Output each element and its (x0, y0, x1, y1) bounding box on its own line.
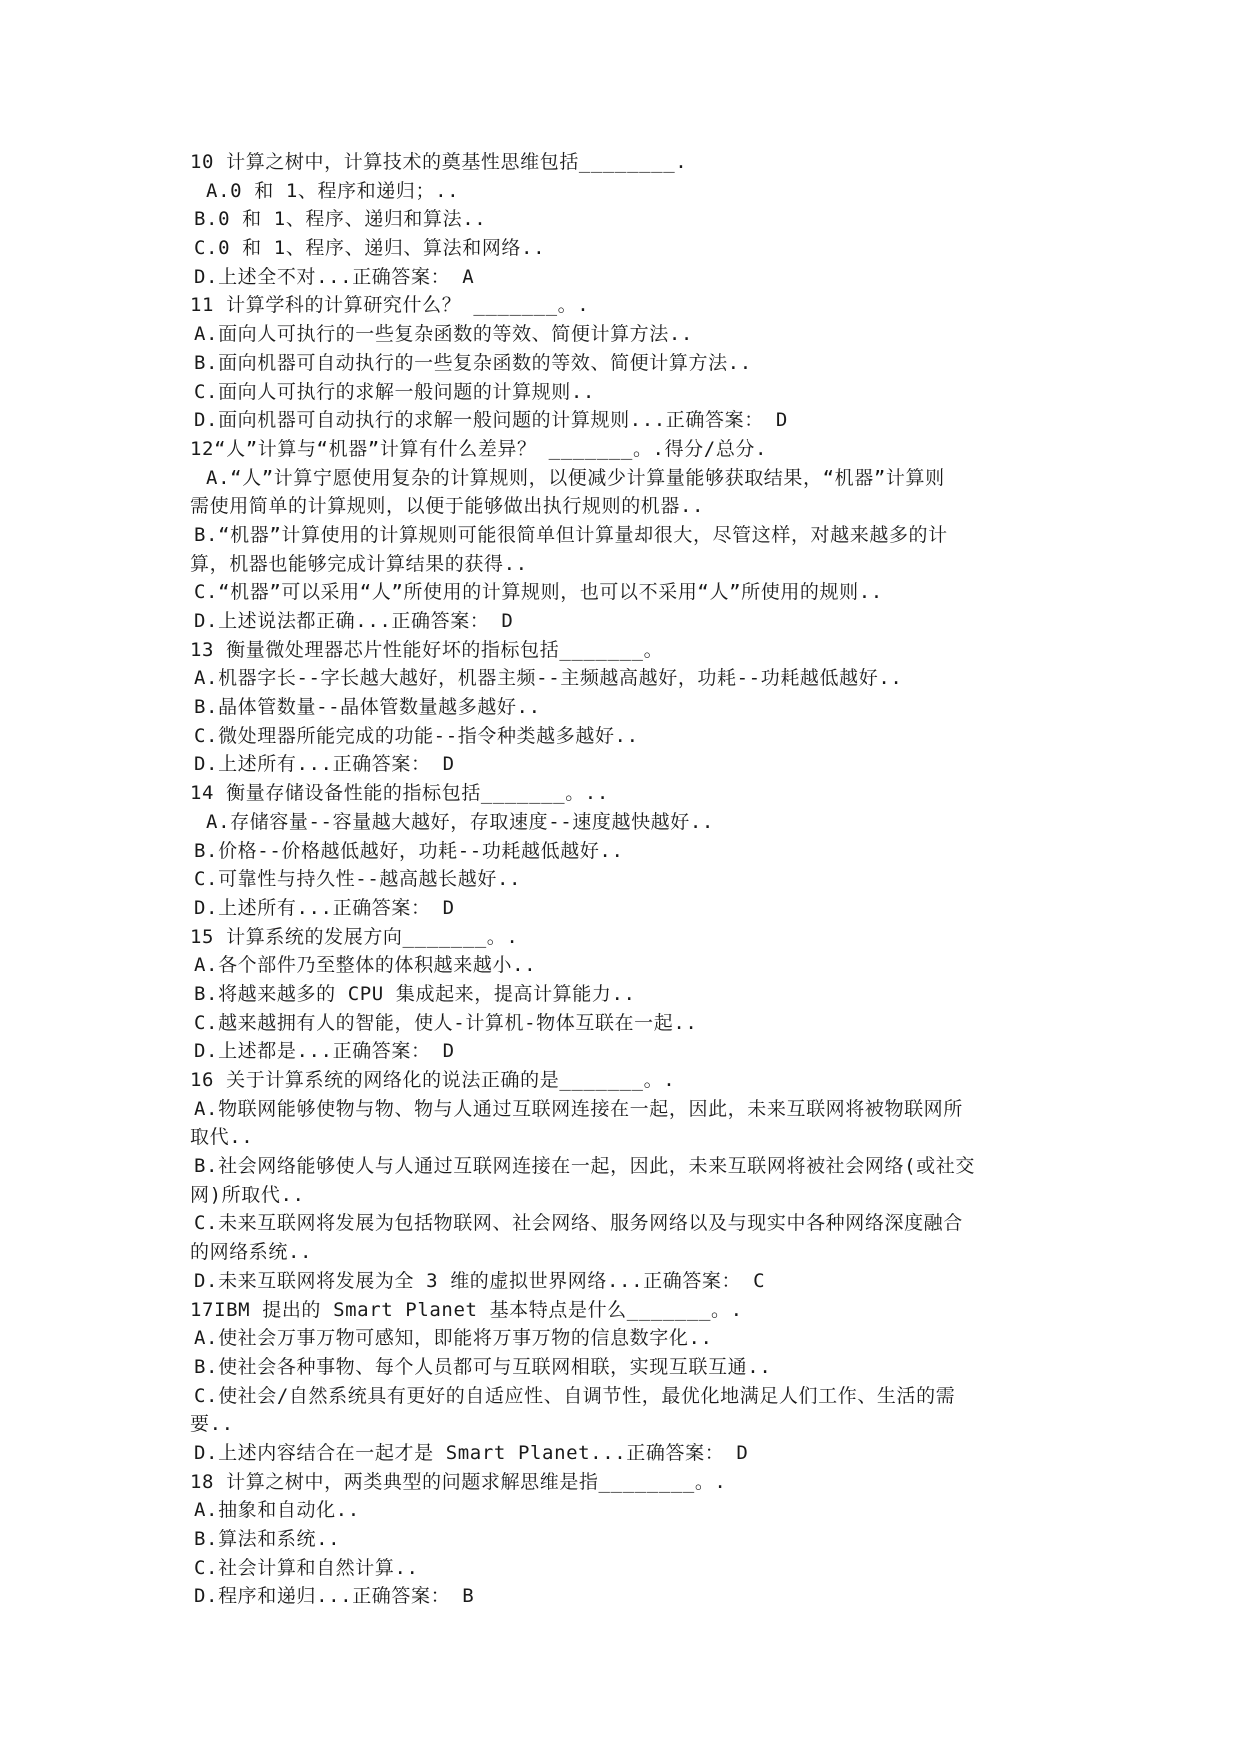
option-line: A.存储容量--容量越大越好，存取速度--速度越快越好.. (194, 810, 714, 833)
option-line: D.上述内容结合在一起才是 Smart Planet...正确答案： D (194, 1441, 749, 1464)
continuation-line: 的网络系统.. (190, 1241, 313, 1264)
option-line: C.使社会/自然系统具有更好的自适应性、自调节性，最优化地满足人们工作、生活的需 (194, 1384, 956, 1407)
option-line: B.使社会各种事物、每个人员都可与互联网相联，实现互联互通.. (194, 1355, 772, 1378)
option-line: C.“机器”可以采用“人”所使用的计算规则，也可以不采用“人”所使用的规则.. (194, 581, 883, 604)
document-body (190, 148, 1056, 1611)
option-line: B.0 和 1、程序、递归和算法.. (194, 208, 487, 231)
question-line: 16 关于计算系统的网络化的说法正确的是_______。. (190, 1069, 676, 1091)
question-line: 14 衡量存储设备性能的指标包括_______。.. (190, 782, 609, 805)
continuation-line: 要.. (190, 1413, 234, 1436)
question-line: 12“人”计算与“机器”计算有什么差异？ _______。.得分/总分. (190, 437, 768, 460)
option-line: C.面向人可执行的求解一般问题的计算规则.. (194, 380, 595, 403)
option-line: B.将越来越多的 CPU 集成起来，提高计算能力.. (194, 982, 636, 1005)
continuation-line: 取代.. (190, 1126, 254, 1149)
continuation-line: 需使用简单的计算规则，以便于能够做出执行规则的机器.. (190, 495, 705, 518)
option-line: B.价格--价格越低越好，功耗--功耗越低越好.. (194, 839, 624, 862)
question-line: 10 计算之树中，计算技术的奠基性思维包括________. (190, 151, 688, 173)
continuation-line: 网)所取代.. (190, 1183, 305, 1206)
question-line: 11 计算学科的计算研究什么？ _______。. (190, 294, 590, 317)
option-line: A.“人”计算宁愿使用复杂的计算规则，以便减少计算量能够获取结果，“机器”计算则 (194, 466, 945, 489)
option-line: A.各个部件乃至整体的体积越来越小.. (194, 954, 537, 977)
continuation-line: 算，机器也能够完成计算结果的获得.. (190, 552, 528, 575)
question-line: 18 计算之树中，两类典型的问题求解思维是指________。. (190, 1470, 727, 1493)
option-line: C.微处理器所能完成的功能--指令种类越多越好.. (194, 724, 639, 747)
option-line: A.机器字长--字长越大越好，机器主频--主频越高越好，功耗--功耗越低越好.. (194, 667, 903, 690)
option-line: C.越来越拥有人的智能，使人-计算机-物体互联在一起.. (194, 1011, 698, 1034)
option-line: B.晶体管数量--晶体管数量越多越好.. (194, 696, 541, 719)
option-line: D.上述所有...正确答案： D (194, 896, 455, 919)
question-line: 17IBM 提出的 Smart Planet 基本特点是什么_______。. (190, 1298, 743, 1321)
option-line: B.社会网络能够使人与人通过互联网连接在一起，因此，未来互联网将被社会网络(或社交 (194, 1155, 975, 1178)
option-line: C.未来互联网将发展为包括物联网、社会网络、服务网络以及与现实中各种网络深度融合 (194, 1212, 963, 1235)
option-line: B.算法和系统.. (194, 1528, 341, 1550)
option-line: A.物联网能够使物与物、物与人通过互联网连接在一起，因此，未来互联网将被物联网所 (194, 1097, 963, 1120)
option-line: D.上述所有...正确答案： D (194, 753, 455, 776)
option-line: D.未来互联网将发展为全 3 维的虚拟世界网络...正确答案： C (194, 1269, 766, 1292)
option-line: B.面向机器可自动执行的一些复杂函数的等效、简便计算方法.. (194, 351, 752, 374)
option-line: C.可靠性与持久性--越高越长越好.. (194, 868, 522, 891)
option-line: C.社会计算和自然计算.. (194, 1556, 419, 1579)
option-line: A.0 和 1、程序和递归；.. (194, 179, 460, 202)
option-line: A.面向人可执行的一些复杂函数的等效、简便计算方法.. (194, 323, 693, 346)
option-line: B.“机器”计算使用的计算规则可能很简单但计算量却很大，尽管这样，对越来越多的计 (194, 523, 948, 546)
option-line: D.上述全不对...正确答案： A (194, 265, 475, 288)
option-line: C.0 和 1、程序、递归、算法和网络.. (194, 237, 546, 260)
question-line: 15 计算系统的发展方向_______。. (190, 925, 519, 948)
option-line: D.面向机器可自动执行的求解一般问题的计算规则...正确答案： D (194, 409, 788, 432)
question-line: 13 衡量微处理器芯片性能好坏的指标包括_______。 (190, 638, 664, 661)
option-line: A.抽象和自动化.. (194, 1499, 360, 1522)
option-line: D.上述说法都正确...正确答案： D (194, 610, 514, 632)
option-line: A.使社会万事万物可感知，即能将万事万物的信息数字化.. (194, 1327, 713, 1350)
option-line: D.程序和递归...正确答案： B (194, 1585, 475, 1608)
option-line: D.上述都是...正确答案： D (194, 1040, 455, 1063)
